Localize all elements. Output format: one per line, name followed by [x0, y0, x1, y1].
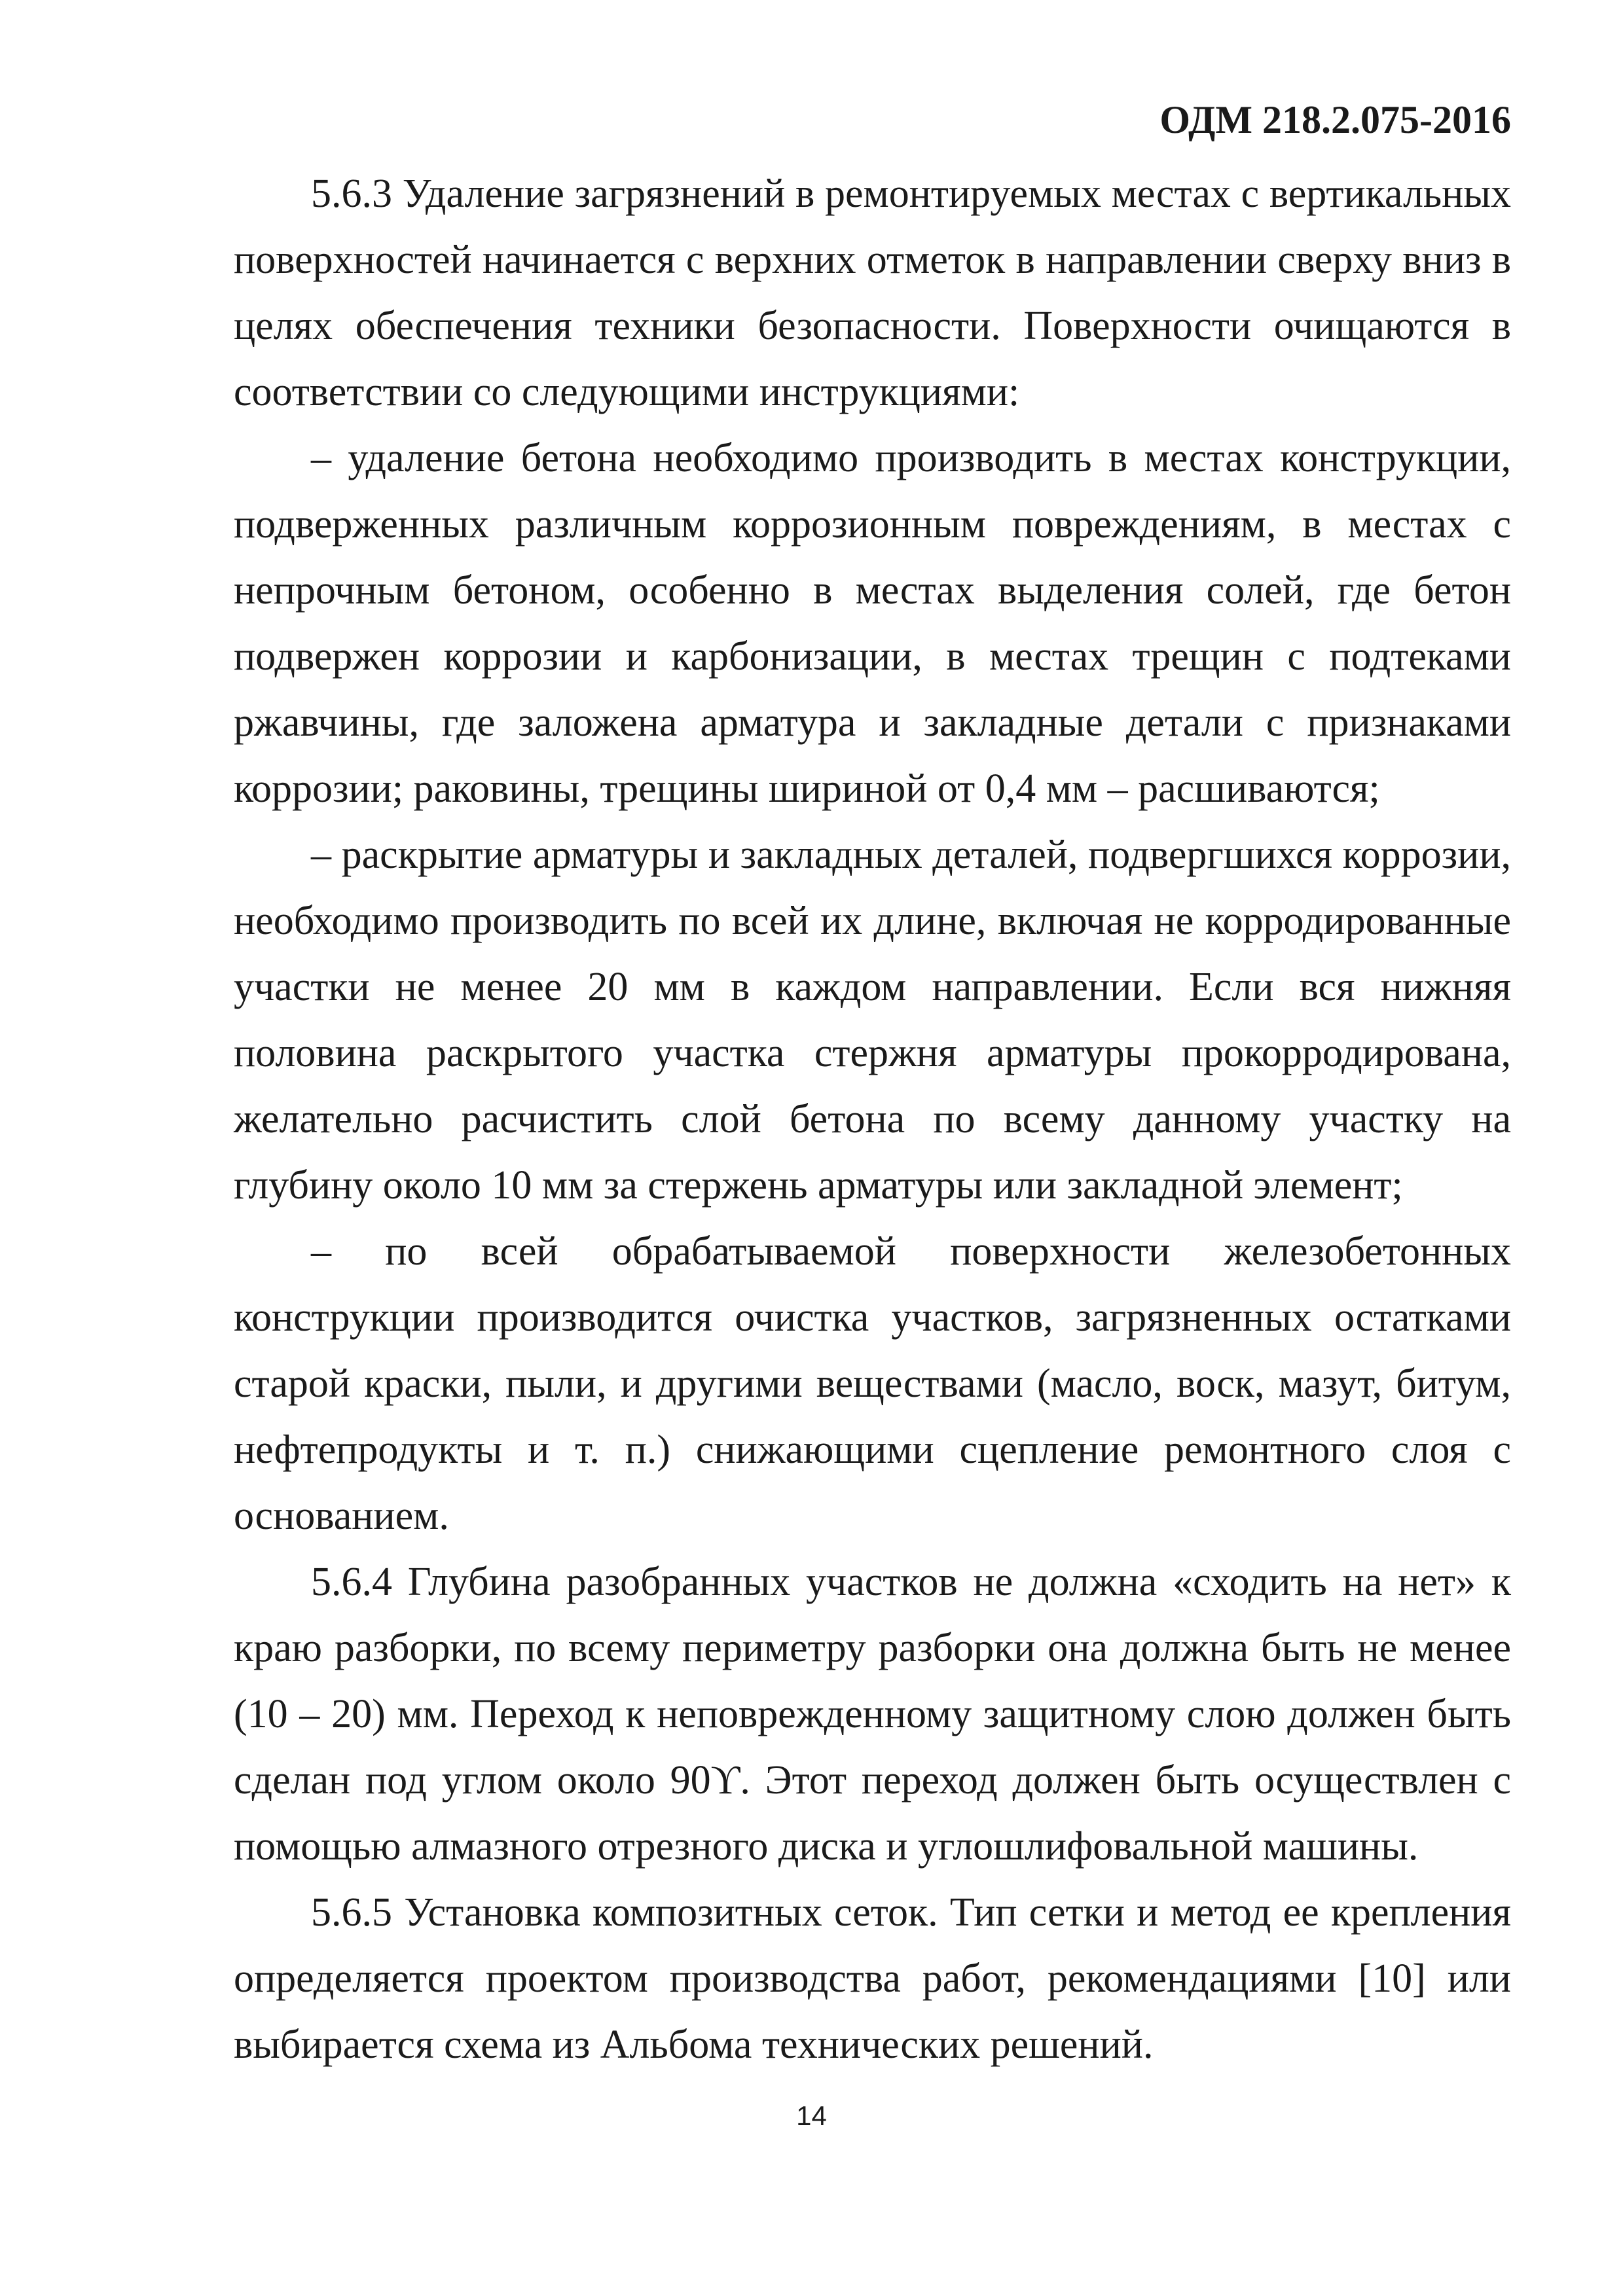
list-item-concrete-removal: – удаление бетона необходимо производить в местах конструкции, подверженных различным коррозионным повреждениям, в местах с непрочным бетоном, особенно в местах выделения солей, где бетон подвержен коррозии и карбонизации, в местах трещин с подтеками ржавчины, где заложена арматура и закладные детали с признаками коррозии; раковины, трещины шириной от 0,4 мм – расшиваются; — [234, 436, 1511, 811]
page-number: 14 — [796, 2100, 827, 2131]
paragraph-5-6-5: 5.6.5 Установка композитных сеток. Тип сетки и метод ее крепления определяется проектом производства работ, рекомендациями [10] или выбирается схема из Альбома технических решений. — [234, 1890, 1511, 2067]
list-item-rebar-exposure: – раскрытие арматуры и закладных деталей, подвергшихся коррозии, необходимо производить по всей их длине, включая не корродированные участки не менее 20 мм в каждом направлении. Если вся нижняя половина раскрытого участка стержня арматуры прокорродирована, желательно расчистить слой бетона по всему данному участку на глубину около 10 мм за стержень арматуры или закладной элемент; — [234, 833, 1511, 1208]
paragraph-5-6-3: 5.6.3 Удаление загрязнений в ремонтируемых местах с вертикальных поверхностей начинается с верхних отметок в направлении сверху вниз в целях обеспечения техники безопасности. Поверхности очищаются в соответствии со следующими инструкциями: — [234, 171, 1511, 414]
document-code-header: ОДМ 218.2.075-2016 — [1159, 98, 1511, 141]
paragraph-5-6-4: 5.6.4 Глубина разобранных участков не должна «сходить на нет» к краю разборки, по всему периметру разборки она должна быть не менее (10 – 20) мм. Переход к неповрежденному защитному слою должен быть сделан под углом около 90ϒ. Этот переход должен быть осуществлен с помощью алмазного отрезного диска и углошлифовальной машины. — [234, 1560, 1511, 1869]
list-item-surface-cleaning: – по всей обрабатываемой поверхности железобетонных конструкции производится очистка участков, загрязненных остатками старой краски, пыли, и другими веществами (масло, воск, мазут, битум, нефтепродукты и т. п.) снижающими сцепление ремонтного слоя с основанием. — [234, 1229, 1511, 1538]
document-body — [234, 161, 1511, 2078]
